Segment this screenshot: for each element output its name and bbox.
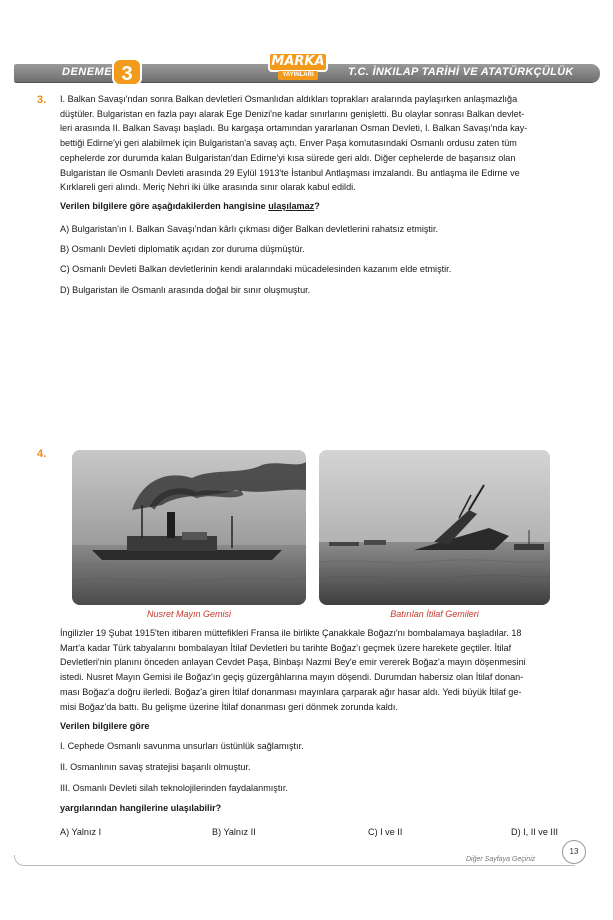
question-3-number: 3. (37, 94, 47, 106)
publisher-logo (268, 52, 328, 86)
option-c[interactable]: C) I ve II (368, 827, 403, 837)
question-4-given: Verilen bilgilere göre (60, 721, 150, 731)
passage-line: Kırklareli geri alındı. Meriç Nehri iki ülke arasında sınır olarak kabul edildi. (60, 182, 356, 193)
passage-line: bettiği Edirne'yi geri alabilmek için Bulgaristan'a savaş açtı. Enver Paşa komutasındaki Osmanlı ordusu zaten tüm (60, 138, 517, 149)
option-b[interactable]: B) Osmanlı Devleti diplomatik açıdan zor duruma düşmüştür. (60, 244, 305, 254)
passage-line: ması Boğaz'a doğru ilerledi. Boğaz'a giren İtilaf donanması mayınlara çarparak ağır hasar aldı. Yedi büyük İtilaf ge- (60, 686, 522, 697)
sinking-warship-photo (319, 450, 550, 605)
option-a[interactable]: A) Bulgaristan'ın I. Balkan Savaşı'ndan kârlı çıkması diğer Balkan devletlerini rahatsız etmiştir. (60, 224, 439, 234)
prompt-text: Verilen bilgilere göre aşağıdakilerden hangisine (60, 201, 269, 211)
passage-line: leri arasında II. Balkan Savaşı başladı. Bu kargaşa ortamından yararlanan Osman Devleti, I. Balkan Savaşı'nda kay- (60, 123, 528, 134)
page-header (14, 54, 600, 86)
passage-line: istedi. Nusret Mayın Gemisi ile Boğaz'ın geçiş güzergâhlarına mayın döşendi. Durumdan habersiz olan İtilaf donan- (60, 672, 524, 683)
logo-text: MARKA (268, 52, 328, 72)
header-deneme-label: DENEME (62, 66, 113, 78)
passage-line: Mart'a kadar Türk tabyalarını bombalayan İtilaf Devletleri bu tarihte Boğaz'ı geçmek üzere harekete geçtiler. İtilaf (60, 642, 512, 653)
prompt-underlined: ulaşılamaz (268, 201, 315, 211)
passage-line: I. Balkan Savaşı'ndan sonra Balkan devletleri Osmanlıdan aldıkları toprakları aralarında paylaşırken anlaşmazlığa (60, 94, 518, 104)
photo-caption-1: Nusret Mayın Gemisi (146, 609, 232, 619)
option-b[interactable]: B) Yalnız II (212, 827, 256, 837)
page-number: 13 (562, 840, 586, 864)
option-d[interactable]: D) I, II ve III (511, 827, 558, 837)
logo-subtext: YAYINLARI (278, 71, 318, 80)
passage-line: cephelerde zor durumda kalan Bulgaristan'dan Edirne'yi kısa sürede geri aldı. Diğer cephelerde de başarısız olan (60, 152, 516, 163)
statement-3: III. Osmanlı Devleti silah teknolojilerinden faydalanmıştır. (60, 783, 288, 793)
photo-caption-2: Batırılan İtilaf Gemileri (390, 609, 479, 619)
option-a[interactable]: A) Yalnız I (60, 827, 102, 837)
question-4-prompt: yargılarından hangilerine ulaşılabilir? (60, 803, 222, 813)
statement-2: II. Osmanlının savaş stratejisi başarılı olmuştur. (60, 762, 251, 772)
subject-title: T.C. İNKILAP TARİHİ VE ATATÜRKÇÜLÜK (348, 66, 574, 78)
passage-line: misi Boğaz'da battı. Bu gelişme üzerine İtilaf donanması geri dönmek zorunda kaldı. (60, 701, 398, 712)
passage-line: Devletleri'nin planını önceden anlayan Cevdet Paşa, Binbaşı Nazmi Bey'e emir vererek Boğaz'a mayın döşenmesini (60, 657, 526, 668)
passage-line: düştüler. Bulgaristan en fazla payı alarak Ege Denizi'ne kadar sınırlarını genişletti. Bu olaylar sonrası Balkan devlet- (60, 108, 525, 119)
passage-line: Bulgaristan ile Osmanlı Devleti arasında 29 Eylül 1913'te İstanbul Antlaşması imzalandı. Bu antlaşma ile Edirne ve (60, 167, 520, 178)
next-page-note: Diğer Sayfaya Geçiniz (466, 856, 536, 863)
question-3-prompt (60, 201, 320, 211)
prompt-end: ? (314, 201, 320, 211)
option-d[interactable]: D) Bulgaristan ile Osmanlı arasında doğal bir sınır oluşmuştur. (60, 285, 311, 295)
statement-1: I. Cephede Osmanlı savunma unsurları üstünlük sağlamıştır. (60, 741, 304, 751)
option-c[interactable]: C) Osmanlı Devleti Balkan devletlerinin kendi aralarındaki mücadelesinden kazanım elde etmiştir. (60, 264, 452, 274)
passage-line: İngilizler 19 Şubat 1915'ten itibaren müttefikleri Fransa ile birlikte Çanakkale Boğazı'nı bombalamaya başladılar. 18 (60, 628, 522, 638)
question-4-number: 4. (37, 448, 47, 460)
test-number-badge: 3 (112, 58, 142, 86)
steamship-photo (72, 450, 306, 605)
